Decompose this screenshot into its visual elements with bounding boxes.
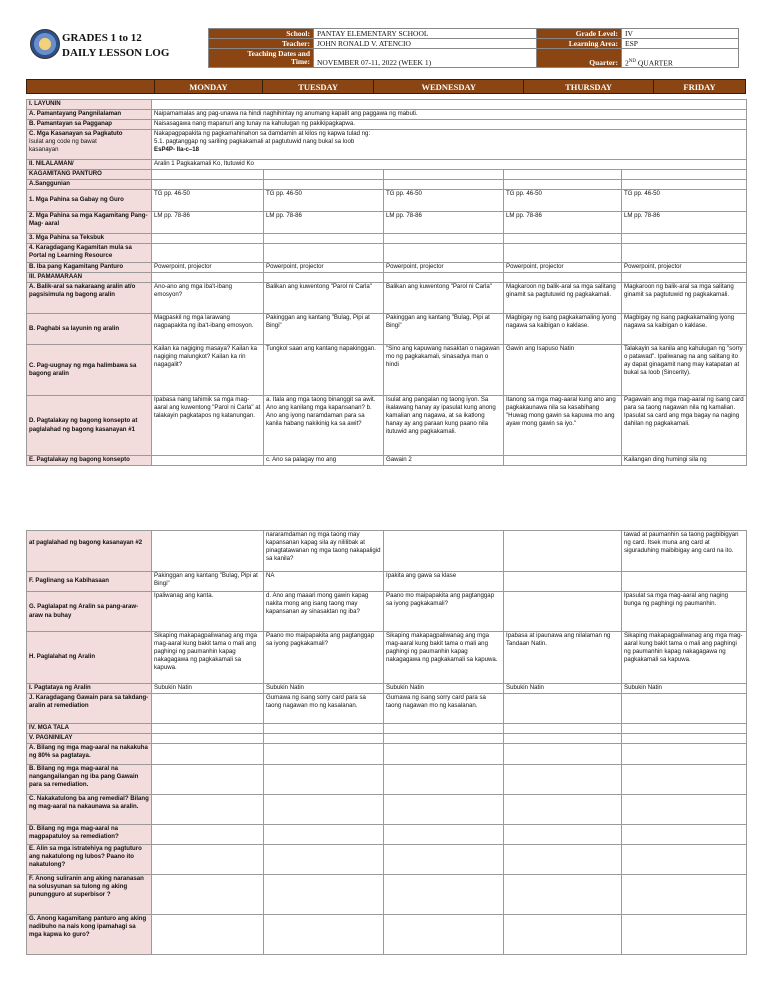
cell-paglalahat-thursday: Ipabasa at ipaunawa ang nilalaman ng Tandaan Natin. xyxy=(504,632,622,684)
cell xyxy=(384,845,504,875)
cell-paglalahat-wednesday: Sikaping makapagpaliwanag ang mga mag-aaral kung bakit tama o mali ang paghingi ng paumanhin kapag nakagagawa ng pagkakamali sa kapuwa. xyxy=(384,632,504,684)
cell xyxy=(152,845,264,875)
row-label-kagamitang-pang-mag-aaral: 2. Mga Pahina sa mga Kagamitang Pang- Mag- aaral xyxy=(27,212,152,234)
cell-paglinang-friday xyxy=(622,572,747,592)
dates-label-line1: Teaching Dates and xyxy=(247,49,310,58)
cell-paglalahat-monday: Sikaping makapagpaliwanag ang mga mag-aaral kung bakit tama o mali ang paghingi ng paumanhin kapag nakagagawa ng pagkakamali sa kapuwa. xyxy=(152,632,264,684)
cell xyxy=(152,825,264,845)
row-label-magpapatuloy: D. Bilang ng mga mag-aaral na magpapatuloy sa remediation? xyxy=(27,825,152,845)
cell xyxy=(264,244,384,263)
cell xyxy=(504,765,622,795)
row-label-kasanayan-line2: Isulat ang code ng bawat xyxy=(29,138,97,146)
row-label-paglalapat: G. Paglalapat ng Aralin sa pang-araw-araw na buhay xyxy=(27,592,152,632)
row-value-kasanayan xyxy=(152,130,747,160)
cell-gabay-monday: TG pp. 46-50 xyxy=(152,190,264,212)
row-label-remedial: C. Nakakatulong ba ang remedial? Bilang ng mag-aaral na nakaunawa sa aralin. xyxy=(27,795,152,825)
row-label-sanggunian: A.Sanggunian xyxy=(27,180,152,190)
cell xyxy=(384,734,504,744)
cell xyxy=(264,875,384,915)
day-friday: FRIDAY xyxy=(654,80,746,94)
cell-lm-monday: LM pp. 78-86 xyxy=(152,212,264,234)
cell xyxy=(384,744,504,765)
cell-balik-aral-wednesday: Balikan ang kuwentong "Parol ni Carla" xyxy=(384,283,504,314)
school-value: PANTAY ELEMENTARY SCHOOL xyxy=(314,29,537,39)
row-value-nilalaman: Aralin 1 Pagkakamali Ko, Itutuwid Ko xyxy=(152,160,747,170)
row-label-paglalahat: H. Paglalahat ng Aralin xyxy=(27,632,152,684)
row-label-pag-uugnay: C. Pag-uugnay ng mga halimbawa sa bagong aralin xyxy=(27,345,152,396)
info-table xyxy=(208,28,739,68)
cell-balik-aral-friday: Magkaroon ng balik-aral sa mga salitang ginamit sa pagtutuwid ng pagkakamali. xyxy=(622,283,747,314)
cell-pagtalakay2-thursday xyxy=(504,456,622,466)
cell xyxy=(264,734,384,744)
dates-label-line2: Time: xyxy=(290,57,310,66)
cell-paglalapat-friday: Ipasulat sa mga mag-aaral ang naging bunga ng paghingi ng paumanhin. xyxy=(622,592,747,632)
cell-pagtalakay1-wednesday: Isulat ang pangalan ng taong iyon. Sa ikalawang hanay ay ipasulat kung anong kamalian ang nagawa, at sa ikatlong hanay ay ang paraan kung paano nila itutuwid ang pagkakamali. xyxy=(384,396,504,456)
teacher-value: JOHN RONALD V. ATENCIO xyxy=(314,39,537,49)
cell xyxy=(622,273,747,283)
cell-pagtataya-friday: Subukin Natin xyxy=(622,684,747,694)
cell-paglinang-thursday xyxy=(504,572,622,592)
cell xyxy=(504,825,622,845)
cell-paglalahat-friday: Sikaping makapagpaliwanag ang mga mag-aaral kung bakit tama o mali ang paghingi ng paumanhin kapag nakagagawa ng pagkakamali sa kapuwa. xyxy=(622,632,747,684)
cell-pagtalakay2c-thursday xyxy=(504,531,622,572)
cell-gawain-wednesday: Gumawa ng isang sorry card para sa taong nagawan mo ng kasalanan. xyxy=(384,694,504,724)
cell xyxy=(622,234,747,244)
cell-pagtalakay1-friday: Pagawain ang mga mag-aaral ng isang card para sa taong nagawan nila ng kamalian. Ipasulat sa card ang mga bagay na naging dahilan ng pagkakamali. xyxy=(622,396,747,456)
cell xyxy=(504,915,622,955)
cell-pagtataya-monday: Subukin Natin xyxy=(152,684,264,694)
days-header-row xyxy=(26,79,746,94)
row-label-paglinang: F. Paglinang sa Kabihasaan xyxy=(27,572,152,592)
cell-pagtalakay2c-monday xyxy=(152,531,264,572)
kasanayan-code: EsP4P- IIa-c–18 xyxy=(154,146,200,154)
row-label-pagtalakay-2-cont xyxy=(27,531,152,572)
cell-gabay-friday: TG pp. 46-50 xyxy=(622,190,747,212)
cell xyxy=(622,915,747,955)
learning-area-label: Learning Area: xyxy=(537,39,622,49)
cell xyxy=(384,795,504,825)
cell xyxy=(504,845,622,875)
cell-paglinang-tuesday: NA xyxy=(264,572,384,592)
cell-pagtalakay1-tuesday: a. Itala ang mga taong binanggit sa awit. Ano ang kanilang mga kapansanan? b. Ano ang iyong naramdaman para sa kanila habang nakikinig ka sa awit? xyxy=(264,396,384,456)
kasanayan-line1: Nakapagpapakita ng pagkamahinahon sa damdamin at kilos ng kapwa tulad ng: xyxy=(154,130,371,137)
cell xyxy=(152,734,264,744)
cell xyxy=(504,795,622,825)
cell xyxy=(152,273,264,283)
cell-paglalapat-monday: Ipaliwanag ang kanta. xyxy=(152,592,264,632)
cell-pagtataya-wednesday: Subukin Natin xyxy=(384,684,504,694)
row-label-gabay-ng-guro: 1. Mga Pahina sa Gabay ng Guro xyxy=(27,190,152,212)
day-tuesday: TUESDAY xyxy=(262,80,374,94)
cell-paglinang-wednesday: Ipakita ang gawa sa klase xyxy=(384,572,504,592)
cell-gawain-friday xyxy=(622,694,747,724)
cell xyxy=(384,915,504,955)
row-label-paghabi: B. Paghabi sa layunin ng aralin xyxy=(27,314,152,345)
lesson-log-header xyxy=(26,28,746,72)
grade-label: Grade Level: xyxy=(537,29,622,39)
row-label-pagtalakay-2-text: at paglalahad ng bagong kasanayan #2 xyxy=(29,539,143,546)
cell-pagtalakay1-thursday: Itanong sa mga mag-aaral kung ano ang pagkakaunawa nila sa kasabihang "Huwag mong gawin sa kapuwa mo ang ayaw mong gawin sa iyo." xyxy=(504,396,622,456)
cell xyxy=(384,170,504,180)
cell-paglalahat-tuesday: Paano mo maipapakita ang pagtanggap sa iyong pagkakamali? xyxy=(264,632,384,684)
cell-pagtataya-thursday: Subukin Natin xyxy=(504,684,622,694)
quarter-suffix: ND xyxy=(628,58,636,64)
cell xyxy=(504,744,622,765)
dates-label xyxy=(209,49,314,68)
cell-paglinang-monday: Pakinggan ang kantang "Bulag, Pipi at Bingi" xyxy=(152,572,264,592)
row-value-pamantayan-sa-pagganap: Naisasagawa nang mapanuri ang tunay na kahulugan ng pakikipagkapwa. xyxy=(152,120,747,130)
row-label-suliranin: F. Anong suliranin ang aking naranasan na solusyunan sa tulong ng aking punungguro at superbisor ? xyxy=(27,875,152,915)
cell xyxy=(622,795,747,825)
cell-pagtalakay2-tuesday: c. Ano sa palagay mo ang xyxy=(264,456,384,466)
row-label-kasanayan-line3: kasanayan xyxy=(29,146,59,154)
quarter-number: 2 xyxy=(625,58,629,67)
title-block xyxy=(26,28,206,72)
grade-value: IV xyxy=(622,29,739,39)
section-pamamaraan: III. PAMAMARAAN xyxy=(27,273,152,283)
lesson-grid-page-2 xyxy=(26,530,747,955)
cell xyxy=(264,795,384,825)
cell-pagtalakay2-monday xyxy=(152,456,264,466)
cell-gabay-thursday: TG pp. 46-50 xyxy=(504,190,622,212)
cell xyxy=(152,795,264,825)
cell-paglalapat-thursday xyxy=(504,592,622,632)
cell xyxy=(622,180,747,190)
quarter-word: QUARTER xyxy=(635,58,673,67)
cell-pagtalakay2-friday: Kailangan ding humingi sila ng xyxy=(622,456,747,466)
lesson-grid-page-1 xyxy=(26,99,747,466)
cell-iba-tuesday: Powerpoint, projector xyxy=(264,263,384,273)
row-label-bilang-remediation: B. Bilang ng mga mag-aaral na nangangailangan ng iba pang Gawain para sa remediation. xyxy=(27,765,152,795)
cell-gawain-thursday xyxy=(504,694,622,724)
cell xyxy=(504,724,622,734)
cell-pagtataya-tuesday: Subukin Natin xyxy=(264,684,384,694)
row-value-pamantayang-pangnilalaman: Naipamamalas ang pag-unawa na hindi naghihintay ng anumang kapalit ang paggawa ng mabuti. xyxy=(152,110,747,120)
kasanayan-line2: 5.1. pagtanggap ng sariling pagkakamali at pagtutuwid nang bukal sa loob xyxy=(154,138,355,146)
cell xyxy=(264,765,384,795)
cell xyxy=(622,244,747,263)
cell xyxy=(504,170,622,180)
cell xyxy=(504,244,622,263)
cell xyxy=(384,273,504,283)
cell xyxy=(264,825,384,845)
cell xyxy=(622,765,747,795)
row-label-pamantayang-pangnilalaman: A. Pamantayang Pangnilalaman xyxy=(27,110,152,120)
cell-pag-uugnay-thursday: Gawin ang Isapuso Natin xyxy=(504,345,622,396)
section-layunin: I. LAYUNIN xyxy=(27,100,152,110)
quarter-label: Quarter: xyxy=(537,49,622,68)
cell-paghabi-monday: Magpaskil ng mga larawang nagpapakita ng iba't-ibang emosyon. xyxy=(152,314,264,345)
row-label-karagdagang-gawain: J. Karagdagang Gawain para sa takdang- aralin at remediation xyxy=(27,694,152,724)
day-monday: MONDAY xyxy=(155,80,263,94)
cell-pagtalakay2c-wednesday xyxy=(384,531,504,572)
cell xyxy=(384,875,504,915)
cell xyxy=(264,845,384,875)
row-label-balik-aral: A. Balik-aral sa nakaraang aralin at/o pagsisimula ng bagong aralin xyxy=(27,283,152,314)
row-label-portal: 4. Karagdagang Kagamitan mula sa Portal ng Learning Resource xyxy=(27,244,152,263)
title-line-2: DAILY LESSON LOG xyxy=(62,47,170,59)
cell-gabay-wednesday: TG pp. 46-50 xyxy=(384,190,504,212)
cell xyxy=(264,744,384,765)
row-label-istratehiya: E. Alin sa mga istratehiya ng pagtuturo ang nakatulong ng lubos? Paano ito nakatulong? xyxy=(27,845,152,875)
cell xyxy=(152,915,264,955)
row-label-teksbuk: 3. Mga Pahina sa Teksbuk xyxy=(27,234,152,244)
row-label-kasanayan-line1: C. Mga Kasanayan sa Pagkatuto xyxy=(29,130,123,137)
cell xyxy=(264,170,384,180)
cell-lm-friday: LM pp. 78-86 xyxy=(622,212,747,234)
cell-pag-uugnay-wednesday: "Sino ang kapuwang nasaktan o nagawan mo ng pagkakamali, sinasadya man o hindi xyxy=(384,345,504,396)
cell xyxy=(622,845,747,875)
cell xyxy=(384,244,504,263)
row-label-iba-pang-kagamitan: B. Iba pang Kagamitang Panturo xyxy=(27,263,152,273)
section-pagninilay: V. PAGNINILAY xyxy=(27,734,152,744)
cell xyxy=(384,180,504,190)
cell-iba-thursday: Powerpoint, projector xyxy=(504,263,622,273)
days-corner xyxy=(27,80,155,94)
spacer xyxy=(29,531,149,539)
cell-pag-uugnay-friday: Talakayin sa kanila ang kahulugan ng "sorry o patawad". Ipaliwanag na ang salitang ito ay dapat ginagamit nang may katapatan at bukal sa loob (Sincerity). xyxy=(622,345,747,396)
cell xyxy=(264,180,384,190)
cell-lm-wednesday: LM pp. 78-86 xyxy=(384,212,504,234)
cell-paglalapat-tuesday: d. Ano ang maaari mong gawin kapag nakita mong ang isang taong may kapansanan ay sinasaktan ng iba? xyxy=(264,592,384,632)
cell xyxy=(504,234,622,244)
cell-pag-uugnay-tuesday: Tungkol saan ang kantang napakinggan. xyxy=(264,345,384,396)
cell xyxy=(152,170,264,180)
cell-paglalapat-wednesday: Paano mo maipapakita ang pagtanggap sa iyong pagkakamali? xyxy=(384,592,504,632)
cell xyxy=(622,875,747,915)
cell-pagtalakay2c-friday: tawad at paumanhin sa taong pagbibigyan ng card. Itsek muna ang card at siguraduhing maibibigay ang card na ito. xyxy=(622,531,747,572)
section-layunin-blank xyxy=(152,100,747,110)
cell-lm-tuesday: LM pp. 78-86 xyxy=(264,212,384,234)
row-label-kagamitang-panturo: KAGAMITANG PANTURO xyxy=(27,170,152,180)
cell-balik-aral-monday: Ano-ano ang mga iba't-ibang emosyon? xyxy=(152,283,264,314)
cell xyxy=(622,724,747,734)
cell xyxy=(504,875,622,915)
school-label: School: xyxy=(209,29,314,39)
deped-seal-icon xyxy=(30,29,60,59)
cell xyxy=(504,273,622,283)
cell-iba-monday: Powerpoint, projector xyxy=(152,263,264,273)
cell xyxy=(264,273,384,283)
dates-value: NOVEMBER 07-11, 2022 (WEEK 1) xyxy=(314,49,537,68)
cell-gawain-monday xyxy=(152,694,264,724)
cell xyxy=(152,765,264,795)
cell-pagtalakay2-wednesday: Gawain 2 xyxy=(384,456,504,466)
section-mga-tala: IV. MGA TALA xyxy=(27,724,152,734)
cell xyxy=(504,180,622,190)
cell-paghabi-thursday: Magbigay ng isang pagkakamaling iyong nagawa sa kaibigan o kaklase. xyxy=(504,314,622,345)
cell-pag-uugnay-monday: Kailan ka nagiging masaya? Kailan ka nagiging malungkot? Kailan ka rin nagagalit? xyxy=(152,345,264,396)
row-label-pagtalakay-1: D. Pagtalakay ng bagong konsepto at paglalahad ng bagong kasanayan #1 xyxy=(27,396,152,456)
row-label-pamantayan-sa-pagganap: B. Pamantayan sa Pagganap xyxy=(27,120,152,130)
quarter-value xyxy=(622,49,739,68)
cell xyxy=(384,724,504,734)
cell-balik-aral-thursday: Magkaroon ng balik-aral sa mga salitang ginamit sa pagtutuwid ng pagkakamali. xyxy=(504,283,622,314)
cell xyxy=(622,825,747,845)
learning-area-value: ESP xyxy=(622,39,739,49)
row-label-pagtataya: I. Pagtataya ng Aralin xyxy=(27,684,152,694)
cell xyxy=(152,724,264,734)
cell xyxy=(264,915,384,955)
day-wednesday: WEDNESDAY xyxy=(374,80,524,94)
cell xyxy=(152,234,264,244)
row-label-nilalaman: II. NILALAMAN/ xyxy=(27,160,152,170)
cell-iba-friday: Powerpoint, projector xyxy=(622,263,747,273)
cell-lm-thursday: LM pp. 78-86 xyxy=(504,212,622,234)
row-label-kagamitang-nadibuho: G. Anong kagamitang panturo ang aking nadibuho na nais kong ipamahagi sa mga kapwa ko guro? xyxy=(27,915,152,955)
cell-pagtalakay2c-tuesday: nararamdaman ng mga taong may kapansanan kapag sila ay nililibak at pinagtatawanan ng mga taong nakapaligid sa kanila? xyxy=(264,531,384,572)
cell-iba-wednesday: Powerpoint, projector xyxy=(384,263,504,273)
row-label-bilang-80: A. Bilang ng mga mag-aaral na nakakuha ng 80% sa pagtataya. xyxy=(27,744,152,765)
cell xyxy=(152,744,264,765)
cell xyxy=(622,734,747,744)
teacher-label: Teacher: xyxy=(209,39,314,49)
cell xyxy=(622,170,747,180)
row-label-kasanayan xyxy=(27,130,152,160)
cell xyxy=(152,180,264,190)
cell xyxy=(384,234,504,244)
cell-gabay-tuesday: TG pp. 46-50 xyxy=(264,190,384,212)
cell-gawain-tuesday: Gumawa ng isang sorry card para sa taong nagawan mo ng kasalanan. xyxy=(264,694,384,724)
cell xyxy=(504,734,622,744)
cell-paghabi-wednesday: Pakinggan ang kantang "Bulag, Pipi at Bingi" xyxy=(384,314,504,345)
row-label-pagtalakay-2: E. Pagtalakay ng bagong konsepto xyxy=(27,456,152,466)
cell xyxy=(622,744,747,765)
cell xyxy=(384,825,504,845)
cell xyxy=(264,234,384,244)
day-thursday: THURSDAY xyxy=(524,80,654,94)
cell xyxy=(264,724,384,734)
title-line-1: GRADES 1 to 12 xyxy=(62,32,142,44)
cell-paghabi-tuesday: Pakinggan ang kantang "Bulag, Pipi at Bingi" xyxy=(264,314,384,345)
cell-paghabi-friday: Magbigay ng isang pagkakamaling iyong nagawa sa kaibigan o kaklase. xyxy=(622,314,747,345)
cell xyxy=(152,244,264,263)
cell-balik-aral-tuesday: Balikan ang kuwentong "Parol ni Carla" xyxy=(264,283,384,314)
cell xyxy=(152,875,264,915)
cell-pagtalakay1-monday: Ipabasa nang tahimik sa mga mag-aaral ang kuwentong "Parol ni Carla" at talakayin pagkatapos ng katanungan. xyxy=(152,396,264,456)
cell xyxy=(384,765,504,795)
